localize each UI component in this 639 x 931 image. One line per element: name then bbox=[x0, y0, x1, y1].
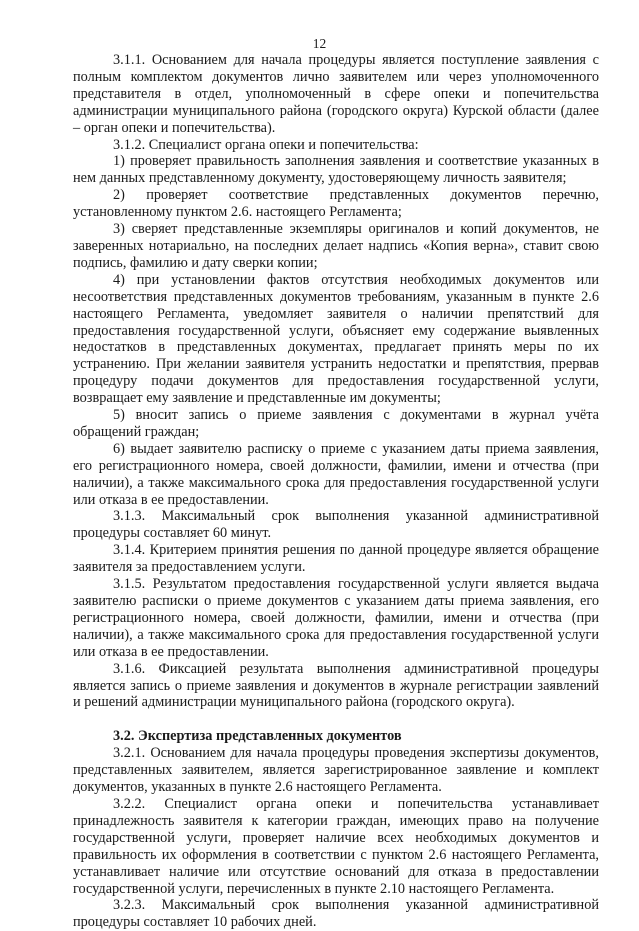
list-item-5: 5) вносит запись о приеме заявления с документами в журнал учёта обращений граждан; bbox=[73, 407, 599, 440]
paragraph-3-1-5: 3.1.5. Результатом предоставления государственной услуги является выдача заявителю расписки о приеме документов с указанием даты приема заявления, его регистрационного номера, своей должности, фамилии, имени и отчества (при наличии), а также максимального срока для предоставления государственной услуги или отказа в ее предоставлении. bbox=[73, 576, 599, 660]
list-item-2: 2) проверяет соответствие представленных документов перечню, установленному пунктом 2.6. настоящего Регламента; bbox=[73, 187, 599, 221]
paragraph-3-1-3: 3.1.3. Максимальный срок выполнения указанной административной процедуры составляет 60 минут. bbox=[73, 508, 599, 542]
list-item-1: 1) проверяет правильность заполнения заявления и соответствие указанных в нем данных представленному документу, удостоверяющему личность заявителя; bbox=[73, 153, 599, 187]
paragraph-3-1-2: 3.1.2. Специалист органа опеки и попечительства: bbox=[113, 136, 419, 153]
paragraph-3-1-6: 3.1.6. Фиксацией результата выполнения административной процедуры является запись о приеме заявления и документов в журнале регистрации заявлений и решений администрации муниципального района (городского округа). bbox=[73, 660, 599, 711]
paragraph-3-2-3: 3.2.3. Максимальный срок выполнения указанной административной процедуры составляет 10 рабочих дней. bbox=[73, 897, 599, 931]
page-number: 12 bbox=[312, 36, 327, 51]
section-spacer bbox=[73, 711, 599, 728]
section-heading-3-2: 3.2. Экспертиза представленных документов bbox=[113, 728, 402, 745]
paragraph-3-2-1: 3.2.1. Основанием для начала процедуры проведения экспертизы документов, представленных заявителем, является зарегистрированное заявление и комплект документов, указанных в пункте 2.6 настоящего Регламента. bbox=[73, 745, 599, 796]
paragraph-3-1-4: 3.1.4. Критерием принятия решения по данной процедуре является обращение заявителя за предоставлением услуги. bbox=[73, 542, 599, 576]
paragraph-3-1-1: 3.1.1. Основанием для начала процедуры является поступление заявления с полным комплектом документов лично заявителем или через уполномоченного представителя в отдел, уполномоченный в сфере опеки и попечительства администрации муниципального района (городского округа) Курской области (далее – орган опеки и попечительства). bbox=[73, 52, 599, 136]
paragraph-3-2-2: 3.2.2. Специалист органа опеки и попечительства устанавливает принадлежность заявителя к категории граждан, имеющих право на получение государственной услуги, проверяет наличие всех необходимых документов и правильность их оформления в соответствии с пунктом 2.6 настоящего Регламента, устанавливает наличие или отсутствие оснований для отказа в предоставлении государственной услуги, перечисленных в пункте 2.10 настоящего Регламента. bbox=[73, 795, 599, 897]
list-item-3: 3) сверяет представленные экземпляры оригиналов и копий документов, не заверенных нотариально, на последних делает надпись «Копия верна», ставит свою подпись, фамилию и дату сверки копии; bbox=[73, 221, 599, 271]
list-item-6: 6) выдает заявителю расписку о приеме с указанием даты приема заявления, его регистрационного номера, своей должности, фамилии, имени и отчества (при наличии), а также максимального срока для предоставления государственной услуги или отказа в ее предоставлении. bbox=[73, 440, 599, 508]
list-item-4: 4) при установлении фактов отсутствия необходимых документов или несоответствия представленных документов требованиям, указанным в пункте 2.6 настоящего Регламента, уведомляет заявителя о наличии препятствий для предоставления государственной услуги, объясняет ему содержание выявленных недостатков в представленных документах, предлагает принять меры по их устранению. При желании заявителя устранить недостатки и препятствия, прервав процедуру подачи документов для предоставления государственной услуги, возвращает ему заявление и представленные им документы; bbox=[73, 271, 599, 407]
page-content bbox=[73, 52, 599, 931]
